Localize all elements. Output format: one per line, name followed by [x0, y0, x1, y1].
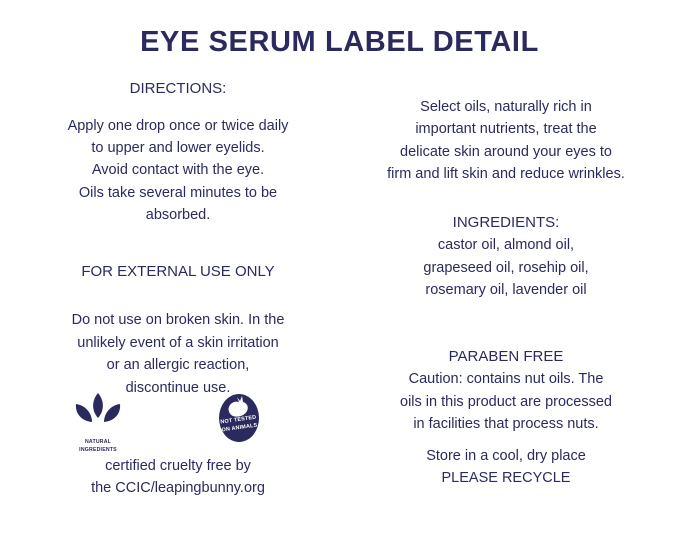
ingredients-line: rosemary oil, lavender oil — [425, 282, 587, 299]
directions-heading: DIRECTIONS: — [129, 80, 227, 97]
directions-line: Oils take several minutes to be — [78, 184, 278, 201]
caution-line: Caution: contains nut oils. The — [408, 371, 604, 388]
caution-line: oils in this product are processed — [400, 393, 612, 410]
product-description — [350, 96, 662, 186]
ingredients-heading: INGREDIENTS: — [452, 213, 560, 231]
caution-line: in facilities that process nuts. — [413, 416, 599, 433]
directions-text — [18, 115, 338, 227]
cruelty-free-line: certified cruelty free by — [105, 458, 251, 474]
directions-line: Apply one drop once or twice daily — [67, 117, 289, 134]
warning-text — [18, 309, 338, 399]
bunny-badge-line: ON ANIMALS — [221, 422, 258, 434]
right-column — [350, 96, 662, 436]
page-title: EYE SERUM LABEL DETAIL — [140, 26, 539, 58]
ingredients-line: grapeseed oil, rosehip oil, — [423, 259, 589, 276]
spacer — [18, 101, 338, 115]
storage-line: Store in a cool, dry place — [426, 448, 586, 464]
external-use-heading: FOR EXTERNAL USE ONLY — [81, 262, 275, 280]
description-line: important nutrients, treat the — [415, 121, 597, 138]
description-line: firm and lift skin and reduce wrinkles. — [387, 166, 625, 183]
leaf-trio-icon — [72, 392, 124, 432]
storage-text — [350, 445, 662, 490]
natural-caption-line: NATURAL — [84, 439, 112, 445]
leaping-bunny-icon — [213, 392, 265, 444]
leaping-bunny-logo — [196, 392, 282, 444]
paraben-free-heading: PARABEN FREE — [448, 347, 564, 365]
caution-text — [350, 368, 662, 435]
spacer — [350, 186, 662, 212]
spacer — [350, 302, 662, 346]
directions-line: to upper and lower eyelids. — [91, 139, 265, 156]
warning-line: discontinue use. — [125, 379, 231, 396]
description-line: delicate skin around your eyes to — [400, 143, 612, 160]
natural-logo-caption — [58, 439, 138, 454]
cruelty-free-line: the CCIC/leapingbunny.org — [91, 480, 265, 497]
natural-caption-line: INGREDIENTS — [79, 446, 117, 453]
left-column — [18, 78, 338, 399]
certification-logos — [18, 392, 338, 454]
bunny-badge-line: NOT TESTED — [220, 414, 257, 426]
warning-line: Do not use on broken skin. In the — [71, 312, 285, 329]
storage-line: PLEASE RECYCLE — [441, 470, 571, 487]
cruelty-free-text — [18, 455, 338, 500]
description-line: Select oils, naturally rich in — [420, 99, 592, 115]
warning-line: or an allergic reaction, — [106, 357, 250, 374]
ingredients-text — [350, 234, 662, 301]
spacer — [18, 283, 338, 309]
warning-line: unlikely event of a skin irritation — [77, 334, 279, 351]
directions-line: absorbed. — [145, 207, 211, 224]
spacer — [18, 227, 338, 261]
directions-line: Avoid contact with the eye. — [91, 162, 265, 179]
natural-ingredients-logo — [58, 392, 138, 454]
ingredients-line: castor oil, almond oil, — [437, 237, 575, 254]
